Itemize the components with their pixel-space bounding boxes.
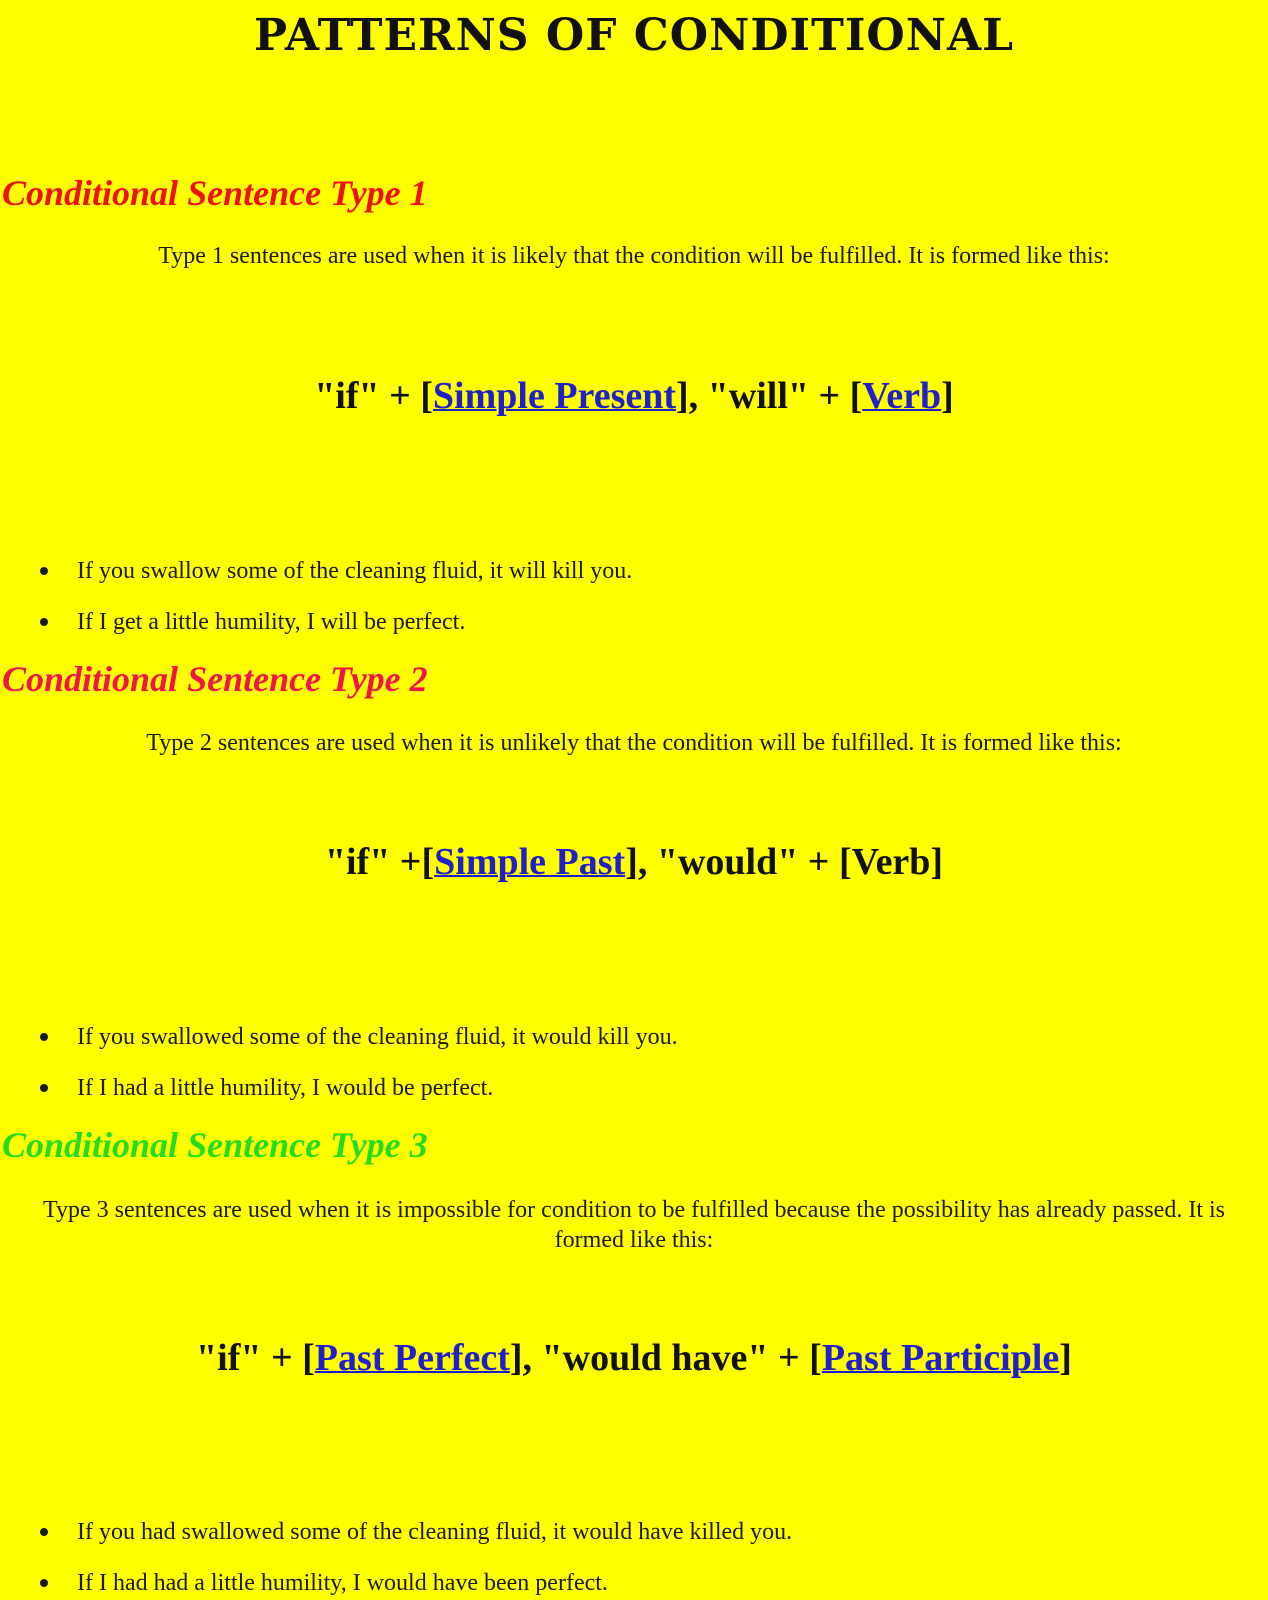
bullet-icon xyxy=(40,1528,48,1536)
formula-text: "if" + [ xyxy=(314,375,433,417)
formula-type-1 xyxy=(0,374,1268,418)
bullet-icon xyxy=(40,567,48,575)
link-simple-present[interactable]: Simple Present xyxy=(432,375,677,417)
link-past-perfect[interactable]: Past Perfect xyxy=(314,1337,510,1379)
section-heading-type-3: Conditional Sentence Type 3 xyxy=(2,1125,428,1165)
example-list-type-2 xyxy=(40,1022,678,1124)
intro-line: formed like this: xyxy=(554,1227,714,1253)
list-item xyxy=(40,1022,678,1073)
list-item xyxy=(40,556,632,607)
formula-text: ] xyxy=(1059,1337,1072,1379)
example-list-type-1 xyxy=(40,556,632,658)
list-item xyxy=(40,1568,792,1600)
intro-line: Type 3 sentences are used when it is impossible for condition to be fulfilled because the possibility has already passed. It is xyxy=(42,1197,1226,1223)
section-intro-type-1: Type 1 sentences are used when it is likely that the condition will be fulfilled. It is formed like this: xyxy=(158,243,1110,269)
example-text: If you had swallowed some of the cleaning fluid, it would have killed you. xyxy=(77,1519,793,1545)
list-item xyxy=(40,1517,792,1568)
bullet-icon xyxy=(40,1579,48,1587)
formula-text: ], "would have" + [ xyxy=(509,1337,822,1379)
formula-text: "if" +[ xyxy=(324,841,435,883)
formula-text: ], "will" + [ xyxy=(676,375,863,417)
example-text: If I had a little humility, I would be perfect. xyxy=(77,1075,494,1101)
link-verb[interactable]: Verb xyxy=(862,375,942,417)
bullet-icon xyxy=(40,1084,48,1092)
list-item xyxy=(40,607,632,658)
section-intro-type-3 xyxy=(0,1195,1268,1255)
bullet-icon xyxy=(40,618,48,626)
formula-text: "if" + [ xyxy=(196,1337,315,1379)
link-simple-past[interactable]: Simple Past xyxy=(434,841,626,883)
link-past-participle[interactable]: Past Participle xyxy=(821,1337,1060,1379)
section-heading-type-2: Conditional Sentence Type 2 xyxy=(2,659,428,699)
example-text: If I had had a little humility, I would have been perfect. xyxy=(77,1570,608,1596)
formula-type-2 xyxy=(0,840,1268,884)
formula-text: ] xyxy=(941,375,954,417)
formula-text: ], "would" + [Verb] xyxy=(625,841,944,883)
page-title: PATTERNS OF CONDITIONAL xyxy=(253,10,1015,61)
formula-type-3 xyxy=(0,1336,1268,1380)
example-list-type-3 xyxy=(40,1517,792,1600)
section-intro-type-2: Type 2 sentences are used when it is unlikely that the condition will be fulfilled. It is formed like this: xyxy=(146,730,1122,756)
section-heading-type-1: Conditional Sentence Type 1 xyxy=(2,173,428,213)
list-item xyxy=(40,1073,678,1124)
example-text: If you swallow some of the cleaning fluid, it will kill you. xyxy=(77,558,633,584)
bullet-icon xyxy=(40,1033,48,1041)
example-text: If you swallowed some of the cleaning fluid, it would kill you. xyxy=(77,1024,678,1050)
example-text: If I get a little humility, I will be perfect. xyxy=(77,609,466,635)
